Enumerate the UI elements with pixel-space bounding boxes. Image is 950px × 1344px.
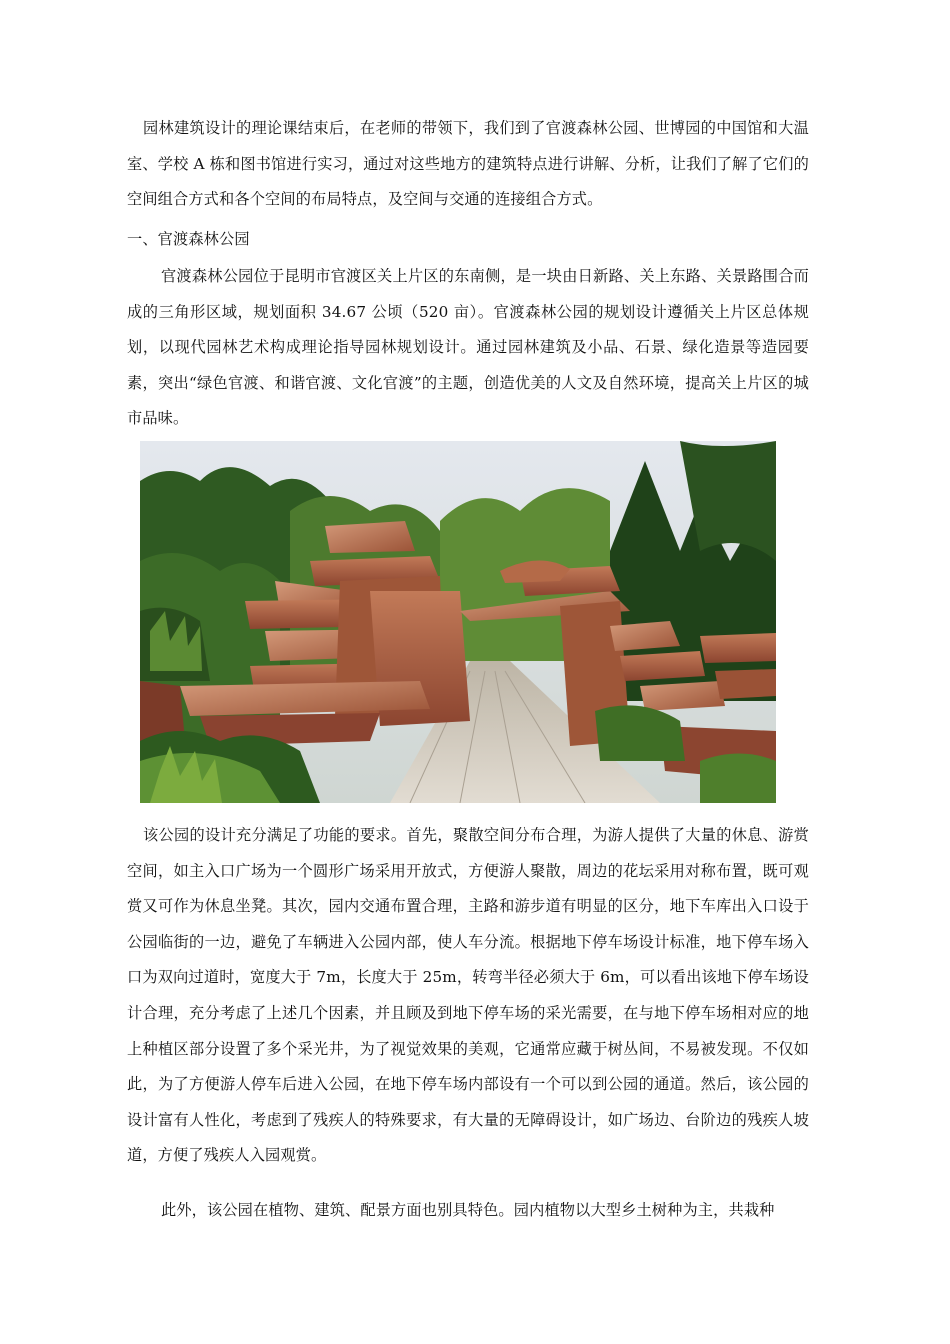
design-paragraph: 该公园的设计充分满足了功能的要求。首先，聚散空间分布合理，为游人提供了大量的休息、游赏空间，如主入口广场为一个圆形广场采用开放式，方便游人聚散，周边的花坛采用对称布置，既可观赏又可作为休息坐凳。其次，园内交通布置合理，主路和游步道有明显的区分，地下车库出入口设于公园临街的一边，避免了车辆进入公园内部，使人车分流。根据地下停车场设计标准，地下停车场入口为双向过道时，宽度大于 7m，长度大于 25m，转弯半径必须大于 6m，可以看出该地下停车场设计合理，充分考虑了上述几个因素，并且顾及到地下停车场的采光需要，在与地下停车场相对应的地上种植区部分设置了多个采光井，为了视觉效果的美观，它通常应藏于树丛间，不易被发现。不仅如此，为了方便游人停车后进入公园，在地下停车场内部设有一个可以到公园的通道。然后，该公园的设计富有人性化，考虑到了残疾人的特殊要求，有大量的无障碍设计，如广场边、台阶边的残疾人坡道，方便了残疾人入园观赏。 — [127, 826, 809, 1165]
section-heading: 一、官渡森林公园 — [127, 230, 250, 248]
final-paragraph: 此外，该公园在植物、建筑、配景方面也别具特色。园内植物以大型乡土树种为主，共栽种 — [161, 1201, 775, 1219]
intro-paragraph: 园林建筑设计的理论课结束后，在老师的带领下，我们到了官渡森林公园、世博园的中国馆和大温室、学校 A 栋和图书馆进行实习，通过对这些地方的建筑特点进行讲解、分析，让我们了解了它们的空间组合方式和各个空间的布局特点，及空间与交通的连接组合方式。 — [127, 119, 809, 209]
section-intro-paragraph: 官渡森林公园位于昆明市官渡区关上片区的东南侧，是一块由日新路、关上东路、关景路围合而成的三角形区域，规划面积 34.67 公顷（520 亩）。官渡森林公园的规划设计遵循关上片区总体规划，以现代园林艺术构成理论指导园林规划设计。通过园林建筑及小品、石景、绿化造景等造园要素，突出“绿色官渡、和谐官渡、文化官渡”的主题，创造优美的人文及自然环境，提高关上片区的城市品味。 — [127, 267, 809, 428]
park-rockery-photo — [140, 441, 776, 803]
